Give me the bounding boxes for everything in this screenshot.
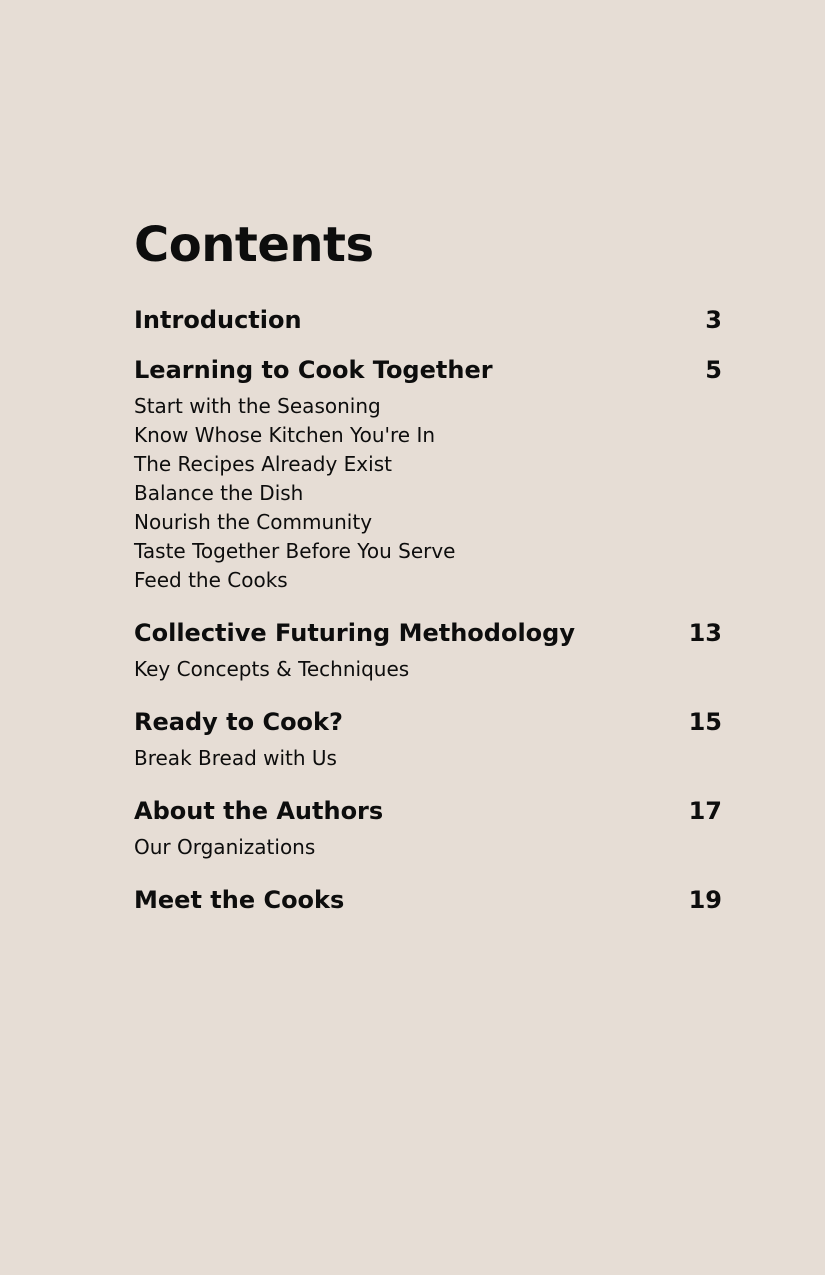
toc-subsection[interactable]: Feed the Cooks — [134, 568, 288, 592]
toc-section-ready-to-cook[interactable] — [134, 706, 722, 773]
toc-section-meet-the-cooks[interactable] — [134, 884, 722, 916]
toc-subsection-list — [134, 655, 722, 684]
toc-subsection-list — [134, 392, 722, 595]
toc-subsection[interactable]: Start with the Seasoning — [134, 394, 381, 418]
toc-page-number: 13 — [688, 619, 722, 647]
toc-subsection[interactable]: Know Whose Kitchen You're In — [134, 423, 436, 447]
toc-subsection[interactable]: The Recipes Already Exist — [134, 452, 392, 476]
toc-section-learning[interactable] — [134, 354, 722, 595]
toc-subsection[interactable]: Break Bread with Us — [134, 746, 337, 770]
toc-section-title[interactable]: Introduction — [134, 306, 302, 334]
toc-section-title[interactable]: Ready to Cook? — [134, 708, 343, 736]
toc-section-title[interactable]: Collective Futuring Methodology — [134, 619, 575, 647]
toc-page-number: 17 — [688, 797, 722, 825]
toc-section-introduction[interactable] — [134, 304, 722, 336]
toc-section-title[interactable]: Learning to Cook Together — [134, 356, 493, 384]
toc-subsection[interactable]: Our Organizations — [134, 835, 316, 859]
toc-subsection[interactable]: Taste Together Before You Serve — [134, 539, 456, 563]
toc-subsection-list — [134, 744, 722, 773]
toc-section-title[interactable]: Meet the Cooks — [134, 886, 345, 914]
table-of-contents — [134, 304, 722, 916]
toc-page-number: 3 — [705, 306, 722, 334]
page-title: Contents — [134, 217, 374, 273]
toc-page-number: 19 — [688, 886, 722, 914]
toc-section-about-authors[interactable] — [134, 795, 722, 862]
contents-page — [134, 214, 722, 938]
toc-subsection[interactable]: Key Concepts & Techniques — [134, 657, 410, 681]
toc-page-number: 15 — [688, 708, 722, 736]
toc-subsection[interactable]: Balance the Dish — [134, 481, 304, 505]
toc-section-title[interactable]: About the Authors — [134, 797, 384, 825]
toc-section-methodology[interactable] — [134, 617, 722, 684]
toc-subsection[interactable]: Nourish the Community — [134, 510, 373, 534]
toc-subsection-list — [134, 833, 722, 862]
toc-page-number: 5 — [705, 356, 722, 384]
